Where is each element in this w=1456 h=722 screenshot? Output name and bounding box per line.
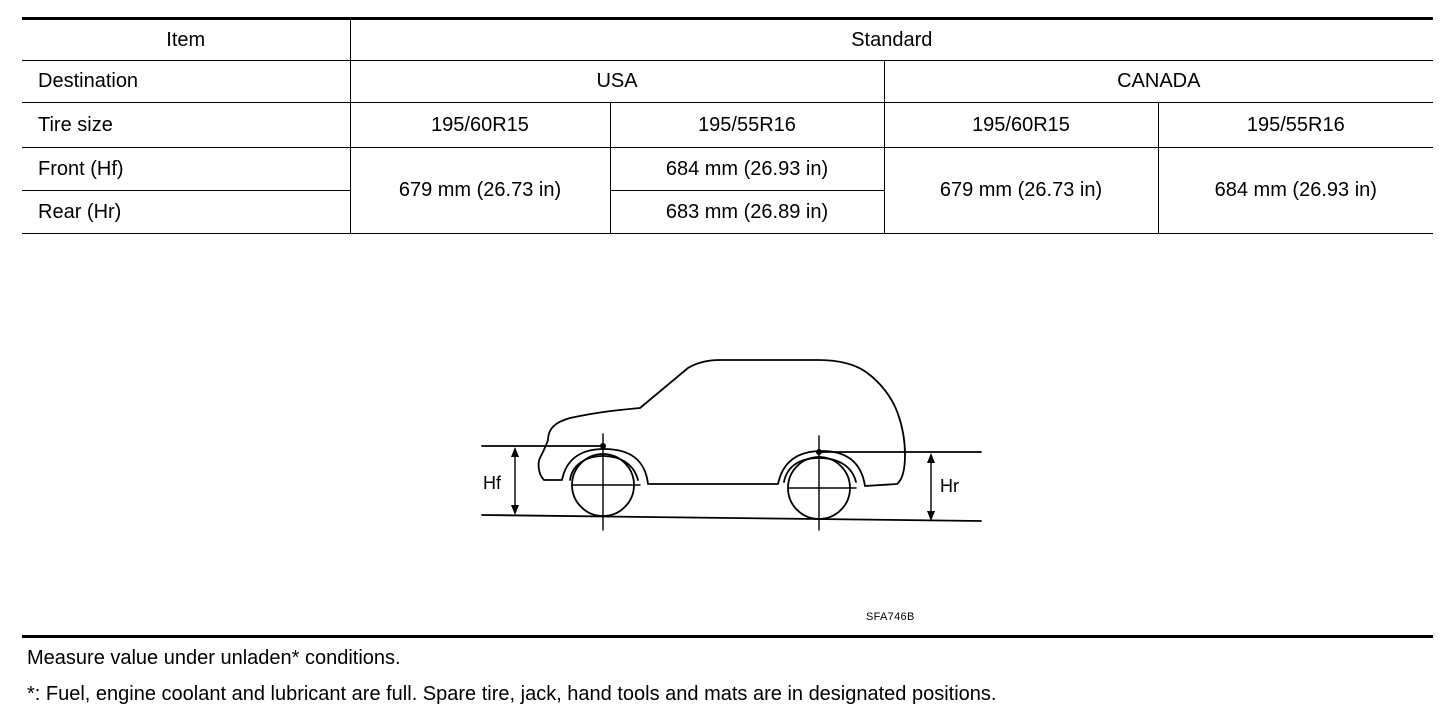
value-cell: 679 mm (26.73 in)	[350, 148, 610, 234]
table-row	[22, 19, 1433, 61]
vehicle-body	[539, 360, 905, 486]
hf-arrow-bottom	[511, 505, 519, 515]
hf-arrow-top	[511, 447, 519, 457]
table-row	[22, 148, 1433, 191]
table-row	[22, 103, 1433, 148]
rear-wheel-center-dot	[816, 449, 822, 455]
value-cell: 684 mm (26.93 in)	[610, 148, 884, 191]
destination-label: Destination	[22, 61, 350, 103]
destination-usa: USA	[350, 61, 884, 103]
tire-size-cell: 195/60R15	[350, 103, 610, 148]
front-wheel-center-dot	[600, 443, 606, 449]
front-wheel-arch	[570, 456, 638, 480]
tire-size-cell: 195/60R15	[884, 103, 1158, 148]
vehicle-height-diagram	[480, 355, 990, 535]
destination-canada: CANADA	[884, 61, 1433, 103]
diagram-code: SFA746B	[866, 611, 915, 623]
header-item: Item	[22, 19, 350, 61]
spec-table	[22, 17, 1433, 234]
tire-size-label: Tire size	[22, 103, 350, 148]
tire-size-cell: 195/55R16	[610, 103, 884, 148]
note-unladen: Measure value under unladen* conditions.	[27, 647, 401, 669]
value-cell: 683 mm (26.89 in)	[610, 191, 884, 234]
rear-label: Rear (Hr)	[22, 191, 350, 234]
hr-label: Hr	[940, 476, 959, 496]
front-label: Front (Hf)	[22, 148, 350, 191]
value-cell: 679 mm (26.73 in)	[884, 148, 1158, 234]
hf-label: Hf	[483, 473, 501, 493]
header-standard: Standard	[350, 19, 1433, 61]
table-row	[22, 61, 1433, 103]
hr-arrow-top	[927, 453, 935, 463]
ground-line	[482, 515, 981, 521]
footer-divider	[22, 635, 1433, 638]
tire-size-cell: 195/55R16	[1158, 103, 1433, 148]
value-cell: 684 mm (26.93 in)	[1158, 148, 1433, 234]
note-footnote: *: Fuel, engine coolant and lubricant are full. Spare tire, jack, hand tools and mats are in designated positions.	[27, 683, 997, 705]
